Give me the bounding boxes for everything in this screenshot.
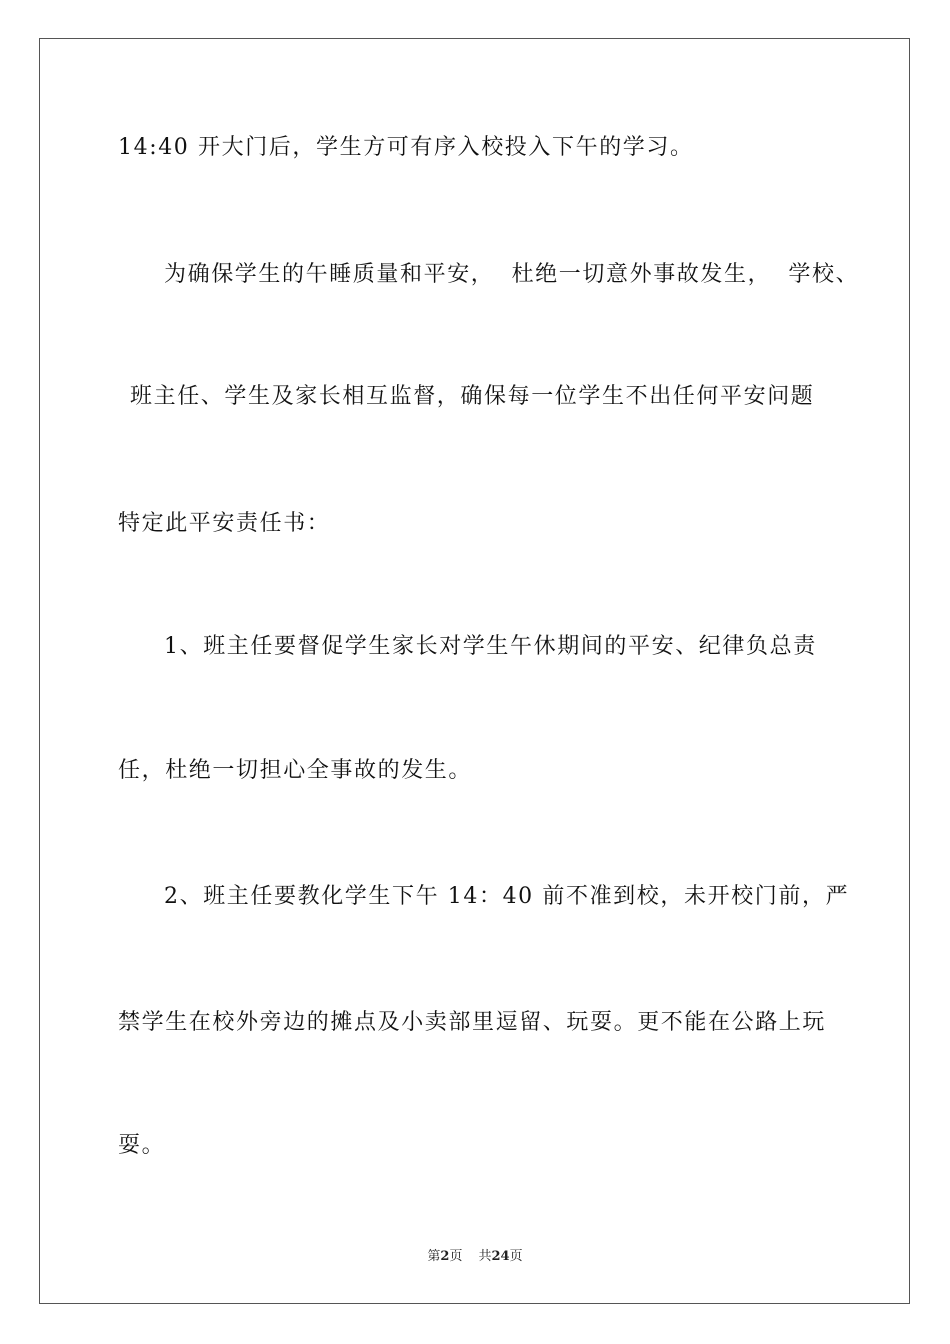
page-prefix: 第: [427, 1249, 441, 1264]
body-line-8: 禁学生在校外旁边的摊点及小卖部里逗留、玩耍。更不能在公路上玩: [118, 1010, 827, 1035]
body-line-4: 特定此平安责任书：: [118, 511, 331, 536]
page-number: 2: [440, 1249, 450, 1264]
page-footer: [0, 1248, 950, 1266]
body-line-1: 14:40 开大门后，学生方可有序入校投入下午的学习。: [118, 135, 694, 160]
total-suffix: 页: [509, 1249, 523, 1264]
body-line-6: 任，杜绝一切担心全事故的发生。: [118, 758, 473, 783]
body-line-7: 2、班主任要教化学生下午 14：40 前不准到校，未开校门前，严: [164, 884, 850, 909]
body-line-3: 班主任、学生及家长相互监督，确保每一位学生不出任何平安问题: [130, 384, 815, 409]
body-line-5: 1、班主任要督促学生家长对学生午休期间的平安、纪律负总责: [164, 634, 817, 659]
total-prefix: 共: [478, 1249, 492, 1264]
body-line-2: 为确保学生的午睡质量和平安， 杜绝一切意外事故发生， 学校、: [164, 262, 860, 287]
total-pages: 24: [491, 1249, 510, 1264]
page-suffix: 页: [449, 1249, 463, 1264]
page-border: [39, 38, 910, 1304]
body-line-9: 耍。: [118, 1133, 166, 1158]
